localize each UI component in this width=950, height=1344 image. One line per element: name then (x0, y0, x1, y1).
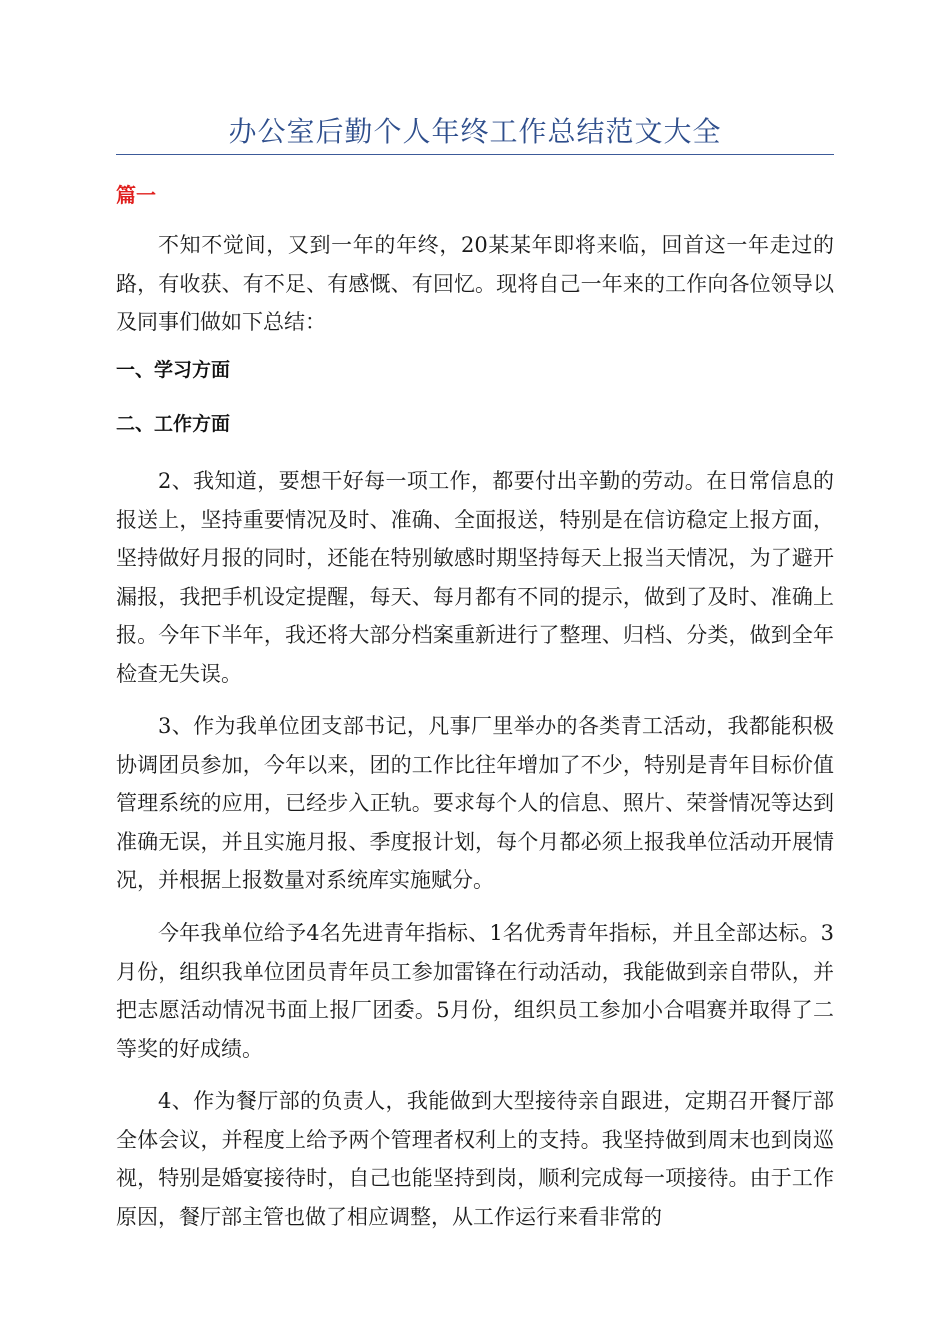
heading-work: 二、工作方面 (116, 413, 231, 435)
paragraph-item-4: 4、作为餐厅部的负责人，我能做到大型接待亲自跟进，定期召开餐厅部全体会议，并程度上给予两个管理者权利上的支持。我坚持做到周末也到岗巡视，特别是婚宴接待时，自己也能坚持到岗，顺利完成每一项接待。由于工作原因，餐厅部主管也做了相应调整，从工作运行来看非常的 (116, 1089, 834, 1229)
paragraph-item-3: 3、作为我单位团支部书记，凡事厂里举办的各类青工活动，我都能积极协调团员参加，今年以来，团的工作比往年增加了不少，特别是青年目标价值管理系统的应用，已经步入正轨。要求每个人的信息、照片、荣誉情况等达到准确无误，并且实施月报、季度报计划，每个月都必须上报我单位活动开展情况，并根据上报数量对系统库实施赋分。 (116, 714, 834, 893)
intro-paragraph: 不知不觉间，又到一年的年终，20某某年即将来临，回首这一年走过的路，有收获、有不足、有感慨、有回忆。现将自己一年来的工作向各位领导以及同事们做如下总结： (116, 233, 834, 335)
paragraph-quota: 今年我单位给予4名先进青年指标、1名优秀青年指标，并且全部达标。3月份，组织我单位团员青年员工参加雷锋在行动活动，我能做到亲自带队，并把志愿活动情况书面上报厂团委。5月份，组织员工参加小合唱赛并取得了二等奖的好成绩。 (116, 921, 834, 1061)
paragraph-item-2: 2、我知道，要想干好每一项工作，都要付出辛勤的劳动。在日常信息的报送上，坚持重要情况及时、准确、全面报送，特别是在信访稳定上报方面，坚持做好月报的同时，还能在特别敏感时期坚持每天上报当天情况，为了避开漏报，我把手机设定提醒，每天、每月都有不同的提示，做到了及时、准确上报。今年下半年，我还将大部分档案重新进行了整理、归档、分类，做到全年检查无失误。 (116, 469, 834, 686)
title-underline (116, 154, 834, 155)
section-label: 篇一 (116, 183, 156, 207)
heading-study: 一、学习方面 (116, 359, 231, 381)
document-title: 办公室后勤个人年终工作总结范文大全 (228, 115, 722, 148)
